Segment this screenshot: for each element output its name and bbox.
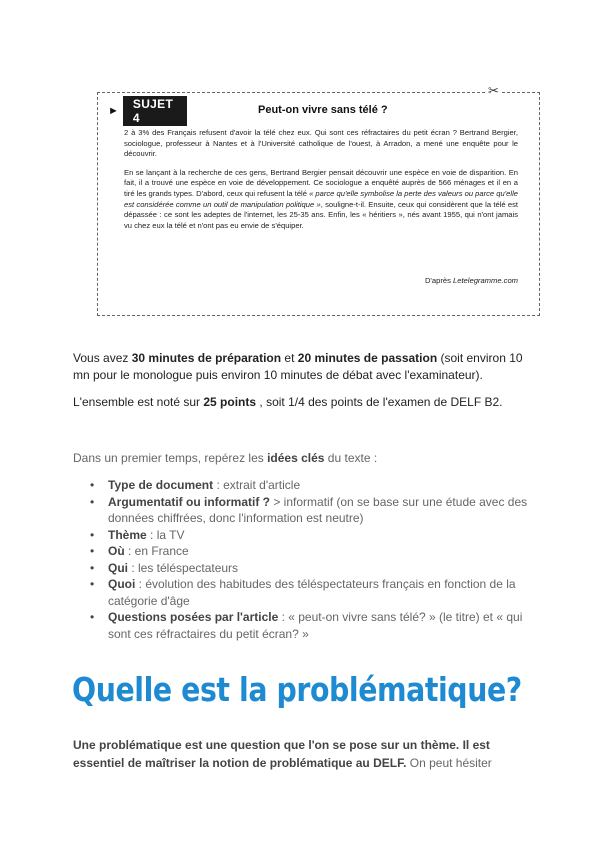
item-label: Argumentatif ou informatif ? [108,494,270,509]
list-item [86,609,536,642]
item-label: Type de document [108,478,214,492]
item-label: Où [108,544,125,558]
item-label: Quoi [108,577,136,591]
item-label: Thème [108,527,147,542]
text-run: et [281,351,298,365]
source-name: Letelegramme.com [453,276,518,285]
item-text: : « peut-on vivre sans télé? » (le titre) et « qui sont ces réfractaires du petit écran? » [108,610,523,641]
item-text: : évolution des habitudes des téléspectateurs français en fonction de la catégorie d'âge [108,577,516,608]
text-run: Vous avez [73,351,132,365]
source-prefix: D'après [424,276,453,285]
timing-paragraph [73,350,535,383]
text-run: du texte : [324,451,378,465]
item-text: : la TV [146,527,185,542]
article-paragraph: En se lançant à la recherche de ces gens, Bertrand Bergier pensait découvrir une espèce en voie de disparition. En fait, il a trouvé une espèce en voie de développement. Ce sociologue a enquêté auprès de 566 ménages et il en a tiré les grands types. D'abord, ceux qui refusent la télé « parce qu'elle symbolise la perte des valeurs ou parce qu'elle est considérée comme un outil de manipulation politique », souligne-t-il. Ensuite, ceux qui considèrent que la télé est dépassée : ce sont les adeptes de l'internet, les 25-35 ans. Enfin, les « héritiers », nés avant 1955, qui n'ont jamais vu chez eux la télé et n'ont pas eu envie de s'équiper. [124,167,518,230]
text-run: Dans un premier temps, repérez les [73,451,268,465]
points-value: 25 points [203,395,257,409]
item-label: Questions posées par l'article [108,610,279,624]
article-source [300,276,518,285]
item-text: > informatif (on se base sur une étude avec des données chiffrées, donc l'information est neutre) [108,494,528,525]
list-item [86,543,536,560]
item-text: : extrait d'article [213,478,301,492]
quoted-text: « parce qu'elle symbolise la perte des valeurs ou parce qu'elle est considérée comme un outil de manipulation politique » [124,188,518,209]
key-ideas-intro [73,450,535,467]
passation-time: 20 minutes de passation [297,351,438,365]
points-paragraph [73,394,535,411]
key-ideas-term: idées clés [267,451,325,465]
article-title: Peut-on vivre sans télé ? [258,104,388,116]
text-run: (soit environ 10 mn pour le monologue puis environ 10 minutes de débat avec l'examinateur). [73,351,523,382]
sujet-header [108,97,187,125]
item-text: : en France [124,544,189,558]
prep-time: 30 minutes de préparation [131,351,282,365]
text-run: L'ensemble est noté sur [73,395,204,409]
article-body [124,128,518,239]
definition-text: Une problématique est une question que l'on se pose sur un thème. Il est essentiel de maîtriser la notion de problématique au DELF. [73,738,490,770]
section-heading: Quelle est la problématique? [72,670,522,709]
triangle-right-icon: ► [108,105,119,117]
article-paragraph: 2 à 3% des Français refusent d'avoir la télé chez eux. Qui sont ces réfractaires du petit écran ? Bertrand Bergier, sociologue, professeur à Nantes et à l'Université catholique de l'ouest, à Arradon, a mené une enquête pour le découvrir. [124,128,518,159]
list-item [86,477,536,494]
text-run: On peut hésiter [406,756,492,770]
list-item [86,576,536,609]
list-item [86,560,536,577]
list-item [86,494,536,527]
text-run: , soit 1/4 des points de l'examen de DELF B2. [256,395,503,409]
problematique-paragraph [73,736,533,772]
scissors-icon: ✂ [488,83,499,98]
item-label: Qui [108,560,128,575]
item-text: : les téléspectateurs [128,560,239,575]
sujet-label: SUJET 4 [123,96,187,126]
key-ideas-list [86,477,536,642]
list-item [86,527,536,544]
